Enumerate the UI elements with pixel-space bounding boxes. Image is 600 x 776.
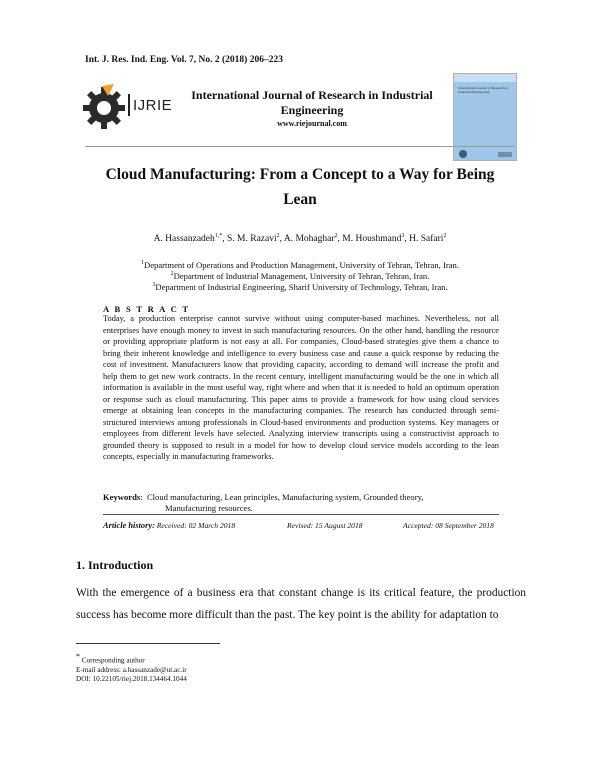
journal-url[interactable]: www.riejournal.com xyxy=(277,119,347,128)
corresponding-author-note: * Corresponding author xyxy=(76,652,145,665)
keywords: Keywords: Cloud manufacturing, Lean principles, Manufacturing system, Grounded theory, Manufacturing resources. xyxy=(103,492,499,514)
author: A. Mohaghar$^2$, xyxy=(283,233,343,245)
journal-name xyxy=(180,88,444,118)
history-label: Article history: xyxy=(103,521,155,530)
introduction-text: With the emergence of a business era that constant change is its critical feature, the production success has become more difficult than the past. The key point is the ability for adaptation to xyxy=(76,587,526,621)
affiliation-2: $^2$Department of Industrial Management, University of Tehran, Tehran, Iran. xyxy=(170,270,430,281)
footnote-divider xyxy=(76,643,220,644)
keywords-line1: Cloud manufacturing, Lean principles, Manufacturing system, Grounded theory, xyxy=(146,492,424,502)
logo-divider xyxy=(128,94,130,116)
cover-stripe xyxy=(454,74,516,82)
cover-seal-icon xyxy=(459,150,467,158)
paper-title-line1: Cloud Manufacturing: From a Concept to a Way for Being xyxy=(105,166,495,183)
accepted-date: Accepted: 08 September 2018 xyxy=(403,521,494,530)
history-divider xyxy=(103,514,499,515)
received-date: Received: 02 March 2018 xyxy=(156,521,236,530)
revised-date: Revised: 15 August 2018 xyxy=(287,521,363,530)
journal-cover-thumbnail xyxy=(453,73,517,161)
keywords-label: Keywords xyxy=(103,492,141,502)
paper-title xyxy=(60,162,540,212)
journal-name-line2: Engineering xyxy=(280,103,344,117)
doi[interactable]: DOI: 10.22105/riej.2018.134464.1044 xyxy=(76,675,187,684)
author: M. Houshmand$^3$, xyxy=(342,233,410,245)
author: H. Safari$^2$ xyxy=(409,233,447,245)
abstract-text: Today, a production enterprise cannot survive without using computer-based machines. Nevertheless, not all enterprises have enough money to invest in such manufacturing resources. On the other hand, handling the resource or providing appropriate platform is not easy at all. For companies, Cloud-based strategies give them a chance to bring their inherent knowledge and intelligence to every business case and cause a quick response by reducing the cost of investment. Manufacturers know that providing capacity, according to demand will increase the profit and help them to get new work contracts. In the recent century, intelligent manufacturing would be the one in which all information is available in the most useful way, right where and when that it is needed to hold an optimum operation or response such as cloud manufacturing. This paper aims to provide a framework for how using cloud services emerge at obtaining lean concepts in the manufacturing companies. The research has conducted through semi-structured interviews among professionals in Cloud-based environments and production systems. Key managers or employees from different levels have selected. Analyzing interview transcripts using a constructivist approach to grounded theory is supposed to result in a model for how to develop cloud service models according to the lean concepts, especially in manufacturing frameworks. xyxy=(103,314,499,461)
author: S. M. Razavi$^2$, xyxy=(227,233,284,245)
article-history xyxy=(103,521,499,530)
header-divider xyxy=(85,146,515,147)
cover-title: International Journal of Research in Industrial Engineering xyxy=(458,86,509,94)
cover-label xyxy=(498,152,512,157)
section-heading-introduction: 1. Introduction xyxy=(76,558,154,572)
author: A. Hassanzadeh$^{1,*}$, xyxy=(153,233,228,245)
affiliation-1: $^1$Department of Operations and Production Management, University of Tehran, Tehran, Iran. xyxy=(141,259,459,270)
author-list xyxy=(60,233,540,244)
keywords-line2: Manufacturing resources. xyxy=(165,503,253,513)
affiliation-3: $^3$Department of Industrial Engineering, Sharif University of Technology, Tehran, Iran. xyxy=(152,281,448,292)
footnotes xyxy=(76,652,187,685)
abstract-heading: A B S T R A C T xyxy=(103,304,190,314)
journal-name-line1: International Journal of Research in Industrial xyxy=(191,88,433,102)
logo-wordmark: IJRIE xyxy=(133,97,173,114)
citation-line: Int. J. Res. Ind. Eng. Vol. 7, No. 2 (2018) 206–223 xyxy=(85,55,283,65)
paper-title-line2: Lean xyxy=(283,191,317,208)
email-address[interactable]: E-mail address: a.hassanzade@ut.ac.ir xyxy=(76,665,187,674)
